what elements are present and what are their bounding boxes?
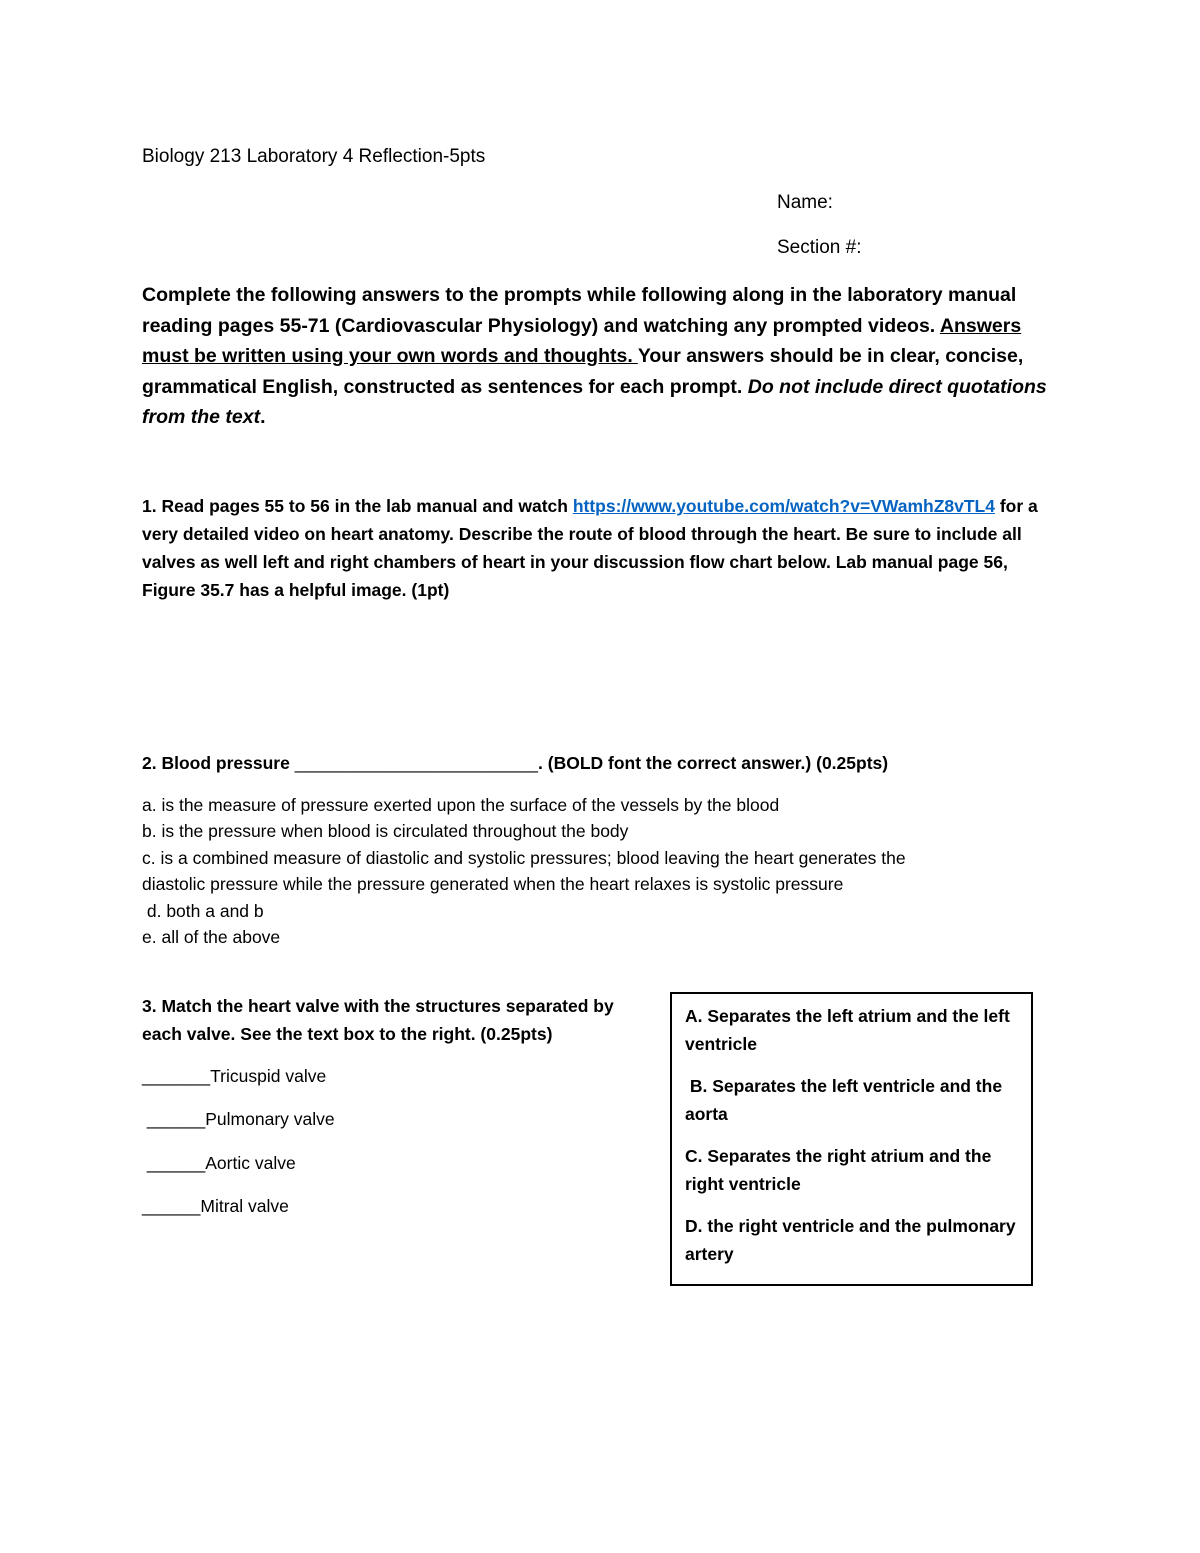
- match-item-aortic: ______Aortic valve: [142, 1153, 296, 1173]
- instructions-period: .: [260, 406, 266, 428]
- match-item-tricuspid: _______Tricuspid valve: [142, 1066, 327, 1086]
- answer-option-a: A. Separates the left atrium and the left ventricle: [685, 1006, 1010, 1054]
- instructions-underlined-text: Answers must be written using your own words and thoughts.: [142, 314, 1022, 367]
- section-label: Section #:: [777, 237, 862, 258]
- question-2-blank: _________________________: [294, 753, 539, 773]
- instructions-italic-text: Do not include direct quotations from the text: [142, 375, 1047, 428]
- question-2: [142, 749, 1062, 777]
- question-1-prefix: 1. Read pages 55 to 56 in the lab manual and watch: [142, 496, 573, 516]
- question-1-suffix: for a very detailed video on heart anatomy. Describe the route of blood through the heart. Be sure to include all valves as well left and right chambers of heart in your discussion flow chart below. Lab manual page 56, Figure 35.7 has a helpful image. (1pt): [142, 496, 1038, 600]
- answer-option-b: B. Separates the left ventricle and the aorta: [685, 1076, 1007, 1124]
- answer-option-d: D. the right ventricle and the pulmonary artery: [685, 1216, 1016, 1264]
- option-a: a. is the measure of pressure exerted upon the surface of the vessels by the blood: [142, 795, 780, 815]
- question-2-options: [142, 792, 1062, 950]
- option-e: e. all of the above: [142, 927, 281, 948]
- question-2-prefix: 2. Blood pressure: [142, 753, 295, 773]
- option-b: b. is the pressure when blood is circulated throughout the body: [142, 821, 629, 842]
- instructions-text: Complete the following answers to the prompts while following along in the laboratory manual reading pages 55-71 (Cardiovascular Physiology) and watching any prompted videos.: [142, 284, 1017, 337]
- question-3-prompt: 3. Match the heart valve with the structures separated by each valve. See the text box to the right. (0.25pts): [142, 996, 614, 1044]
- youtube-video-link[interactable]: https://www.youtube.com/watch?v=VWamhZ8vTL4: [572, 496, 995, 516]
- option-c-continued: diastolic pressure while the pressure generated when the heart relaxes is systolic pressure: [142, 874, 844, 895]
- document-title: Biology 213 Laboratory 4 Reflection-5pts: [142, 146, 486, 167]
- valve-answer-box: [670, 992, 1033, 1286]
- instructions-text-continued: Your answers should be in clear, concise, grammatical English, constructed as sentences for each prompt.: [142, 345, 1024, 398]
- option-c: c. is a combined measure of diastolic and systolic pressures; blood leaving the heart generates the: [142, 847, 906, 868]
- name-label: Name:: [777, 192, 833, 213]
- question-1: [142, 492, 1062, 604]
- match-item-pulmonary: ______Pulmonary valve: [142, 1109, 335, 1129]
- answer-option-c: C. Separates the right atrium and the right ventricle: [685, 1146, 992, 1194]
- option-d: d. both a and b: [142, 900, 264, 921]
- question-2-suffix: . (BOLD font the correct answer.) (0.25pts): [538, 753, 889, 773]
- instructions-paragraph: [142, 280, 1067, 433]
- match-item-mitral: ______Mitral valve: [142, 1196, 289, 1216]
